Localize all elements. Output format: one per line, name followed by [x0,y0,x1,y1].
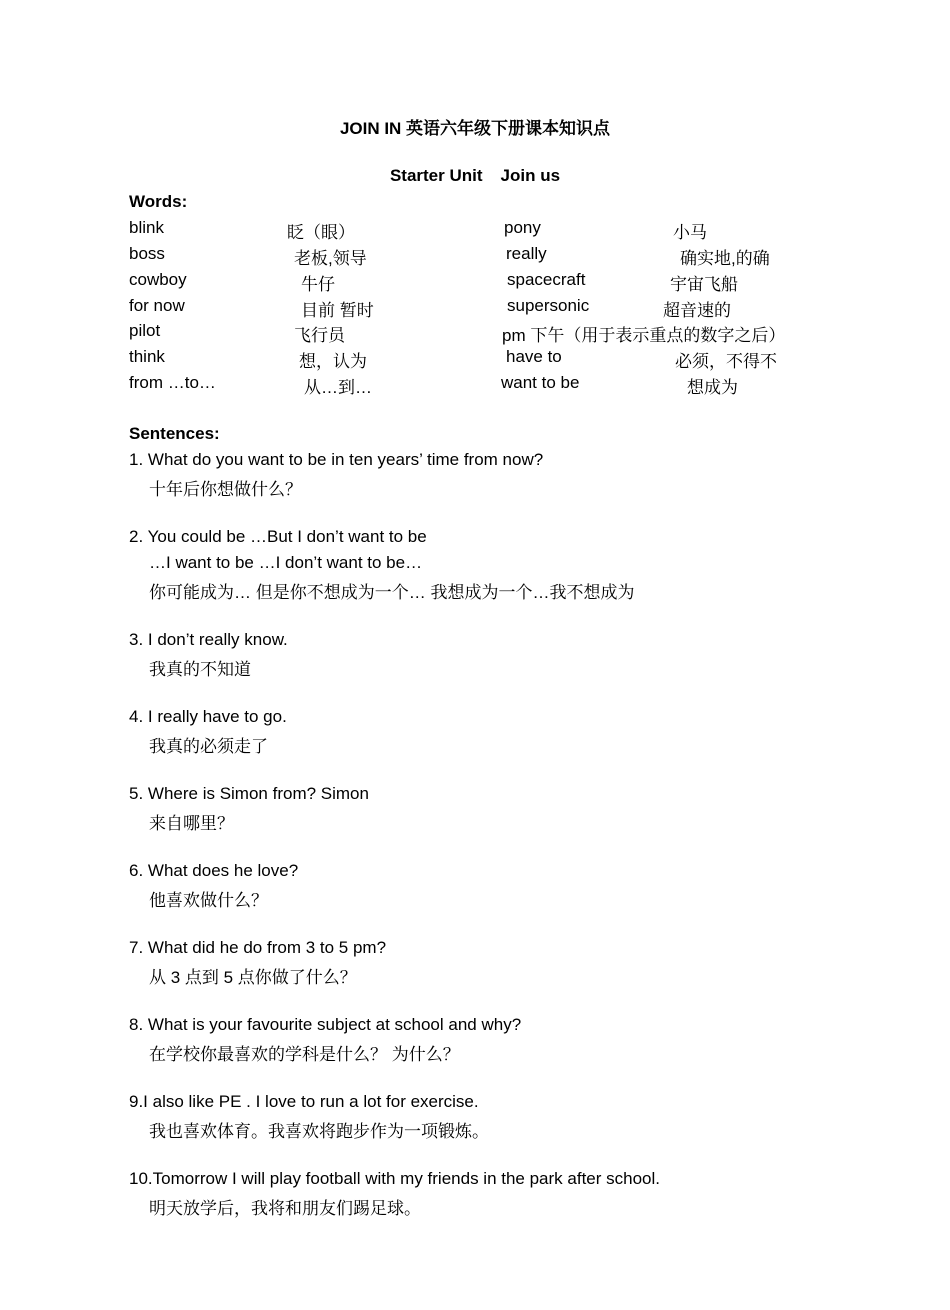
word-zh: 必须，不得不 [675,352,777,371]
sentence-en: 5. Where is Simon from? Simon [129,784,369,803]
document-title: JOIN IN 英语六年级下册课本知识点 [339,119,611,138]
word-en: from …to… [129,373,216,392]
sentence-zh: 我真的必须走了 [149,737,268,756]
sentence-en: 8. What is your favourite subject at school and why? [129,1015,522,1034]
sentence-en: 4. I really have to go. [129,707,287,726]
sentence-zh: 你可能成为… 但是你不想成为一个… 我想成为一个…我不想成为 [149,583,635,602]
word-zh: 想，认为 [299,352,367,371]
sentence-en: 2. You could be …But I don’t want to be [129,527,427,546]
word-zh: 从…到… [304,378,372,397]
word-en: for now [129,296,185,315]
sentence-en: 3. I don’t really know. [129,630,288,649]
word-en: blink [129,218,164,237]
word-zh: 宇宙飞船 [670,275,738,294]
word-en: cowboy [129,270,187,289]
word-zh: 超音速的 [663,301,731,320]
word-en: supersonic [507,296,590,315]
word-en: boss [129,244,165,263]
word-en: have to [506,347,562,366]
sentence-en: 6. What does he love? [129,861,299,880]
word-en: pony [504,218,541,237]
word-en: pilot [129,321,161,340]
word-zh: 想成为 [687,378,738,397]
word-en: want to be [501,373,580,392]
word-en: spacecraft [507,270,586,289]
sentence-en-cont: …I want to be …I don’t want to be… [149,553,423,572]
sentence-zh: 他喜欢做什么？ [149,891,268,910]
sentence-zh: 在学校你最喜欢的学科是什么？ 为什么？ [149,1045,460,1064]
word-en: really [506,244,547,263]
sentence-zh: 明天放学后，我将和朋友们踢足球。 [149,1199,421,1218]
word-zh: 眨（眼） [287,223,355,242]
sentence-zh: 我真的不知道 [149,660,251,679]
words-label: Words: [129,192,188,211]
unit-heading [0,166,950,186]
word-zh: 牛仔 [301,275,335,294]
unit-name: Starter Unit [389,166,483,185]
word-zh: 老板,领导 [294,249,367,268]
sentence-zh: 从 3 点到 5 点你做了什么？ [149,968,357,987]
sentences-label: Sentences: [129,424,220,443]
unit-topic: Join us [500,166,561,185]
word-zh: 确实地,的确 [680,249,770,268]
word-zh: 飞行员 [294,326,345,345]
sentence-zh: 十年后你想做什么？ [149,480,302,499]
sentence-zh: 来自哪里？ [149,814,234,833]
word-en: think [129,347,165,366]
sentence-en: 7. What did he do from 3 to 5 pm? [129,938,387,957]
word-en: pm 下午（用于表示重点的数字之后） [502,326,786,345]
word-zh: 目前 暂时 [301,301,374,320]
sentence-en: 10.Tomorrow I will play football with my friends in the park after school. [129,1169,661,1188]
sentence-zh: 我也喜欢体育。我喜欢将跑步作为一项锻炼。 [149,1122,489,1141]
sentence-en: 1. What do you want to be in ten years’ time from now? [129,450,544,469]
sentence-en: 9.I also like PE . I love to run a lot for exercise. [129,1092,479,1111]
word-zh: 小马 [673,223,707,242]
